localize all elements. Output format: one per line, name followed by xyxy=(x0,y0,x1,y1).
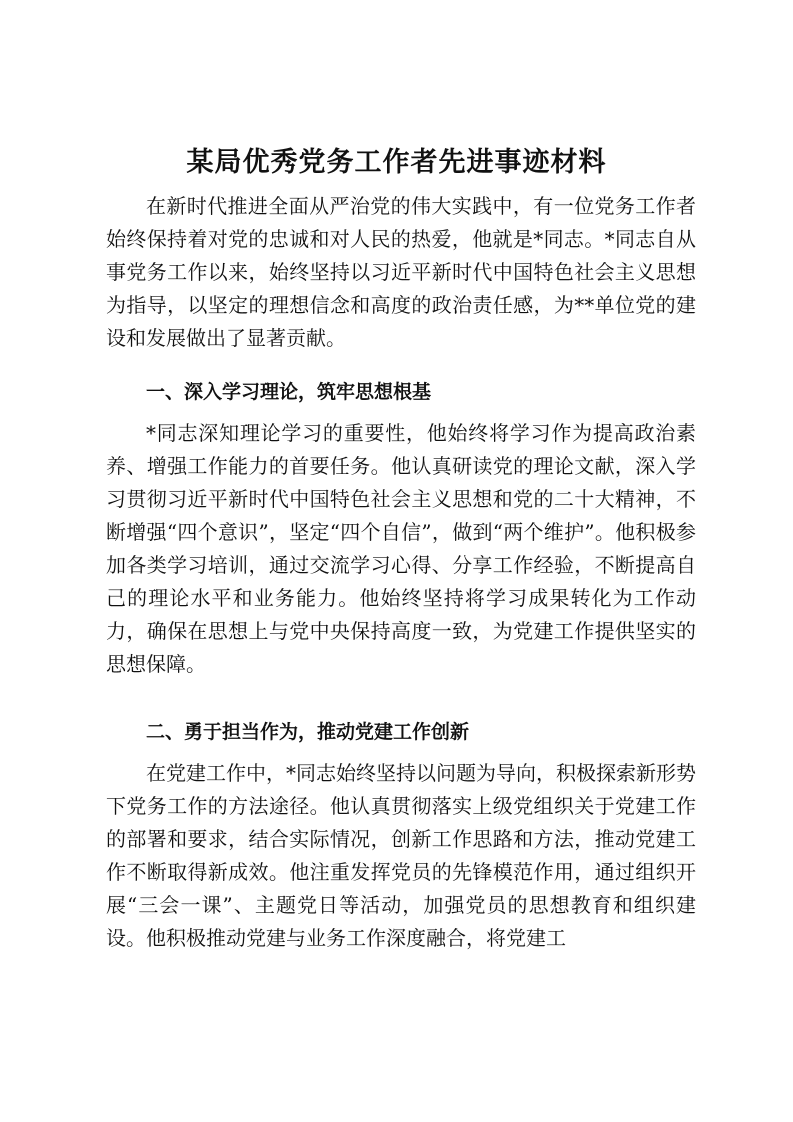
document-title: 某局优秀党务工作者先进事迹材料 xyxy=(186,147,607,178)
section-heading-2: 二、勇于担当作为，推动党建工作创新 xyxy=(146,721,470,743)
section-heading-1: 一、深入学习理论，筑牢思想根基 xyxy=(146,381,432,403)
section-paragraph-1: *同志深知理论学习的重要性，他始终将学习作为提高政治素养、增强工作能力的首要任务。他认真研读党的理论文献，深入学习贯彻习近平新时代中国特色社会主义思想和党的二十大精神，不断增强“四个意识”，坚定“四个自信”，做到“两个维护”。他积极参加各类学习培训，通过交流学习心得、分享工作经验，不断提高自己的理论水平和业务能力。他始终坚持将学习成果转化为工作动力，确保在思想上与党中央保持高度一致，为党建工作提供坚实的思想保障。 xyxy=(106,421,696,676)
intro-paragraph: 在新时代推进全面从严治党的伟大实践中，有一位党务工作者始终保持着对党的忠诚和对人民的热爱，他就是*同志。*同志自从事党务工作以来，始终坚持以习近平新时代中国特色社会主义思想为指导，以坚定的理想信念和高度的政治责任感，为**单位党的建设和发展做出了显著贡献。 xyxy=(106,194,696,350)
section-paragraph-2: 在党建工作中，*同志始终坚持以问题为导向，积极探索新形势下党务工作的方法途径。他认真贯彻落实上级党组织关于党建工作的部署和要求，结合实际情况，创新工作思路和方法，推动党建工作不断取得新成效。他注重发挥党员的先锋模范作用，通过组织开展“三会一课”、主题党日等活动，加强党员的思想教育和组织建设。他积极推动党建与业务工作深度融合，将党建工 xyxy=(106,761,696,950)
